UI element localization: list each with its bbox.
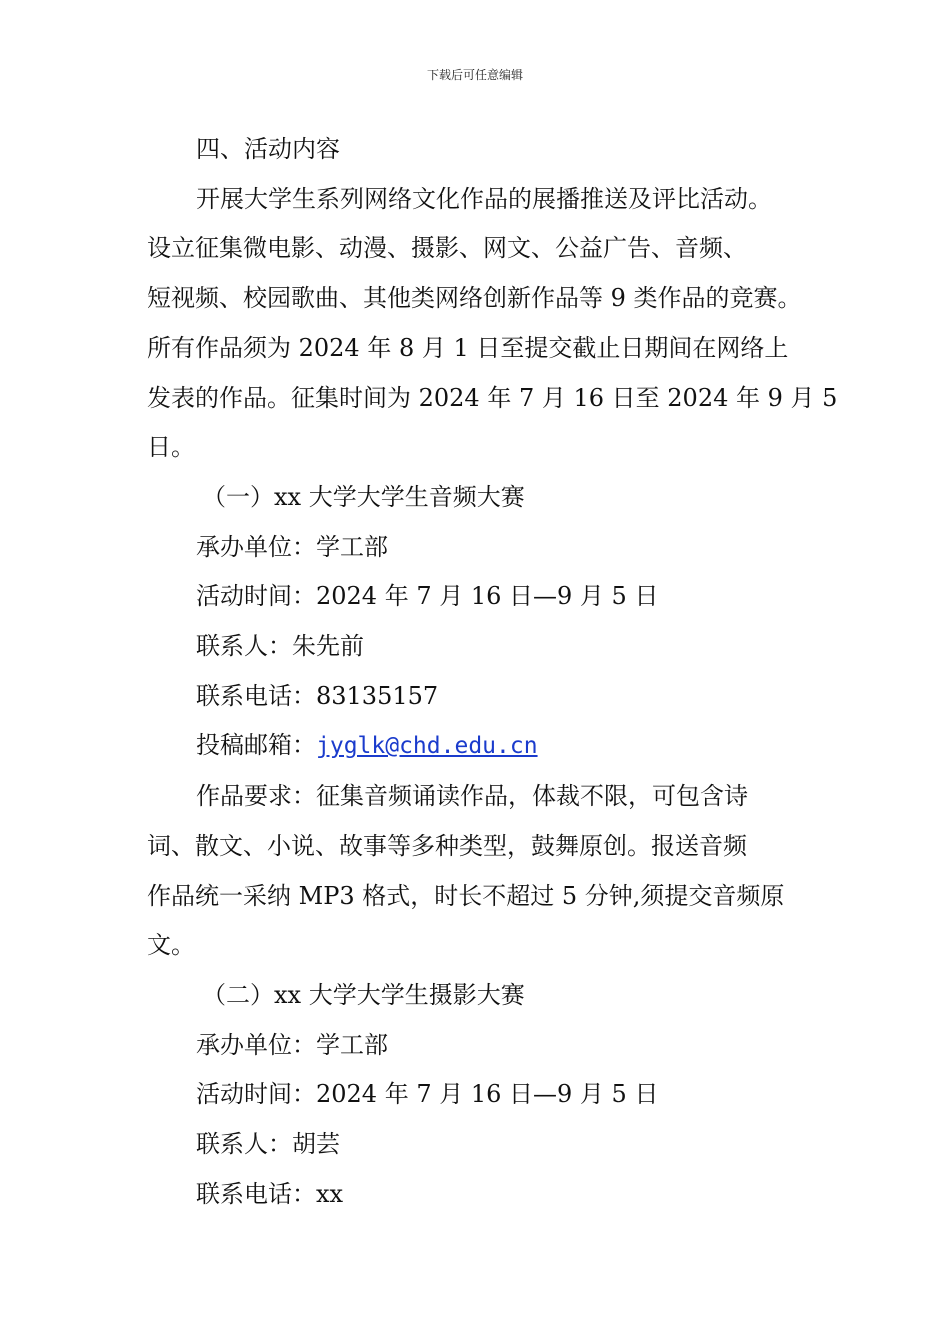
intro-line-2: 设立征集微电影、动漫、摄影、网文、公益广告、音频、 <box>147 234 747 263</box>
contest2-title: （二）xx 大学大学生摄影大赛 <box>202 980 525 1009</box>
contest1-requirement-line-4: 文。 <box>147 931 195 960</box>
contest1-contact: 联系人：朱先前 <box>196 632 364 661</box>
intro-line-1: 开展大学生系列网络文化作品的展播推送及评比活动。 <box>196 184 772 213</box>
contest1-email-link[interactable]: jyglk@chd.edu.cn <box>316 733 538 760</box>
intro-line-4: 所有作品须为 2024 年 8 月 1 日至提交截止日期间在网络上 <box>147 333 789 362</box>
intro-line-6: 日。 <box>147 433 195 462</box>
contest1-organizer: 承办单位：学工部 <box>196 532 388 561</box>
contest1-title: （一）xx 大学大学生音频大赛 <box>202 482 525 511</box>
contest2-time: 活动时间：2024 年 7 月 16 日—9 月 5 日 <box>196 1080 659 1109</box>
contest2-organizer: 承办单位：学工部 <box>196 1030 388 1059</box>
contest1-email-label: 投稿邮箱： <box>196 731 316 760</box>
contest1-time: 活动时间：2024 年 7 月 16 日—9 月 5 日 <box>196 582 659 611</box>
contest1-phone: 联系电话：83135157 <box>196 681 439 710</box>
contest1-requirement-line-2: 词、散文、小说、故事等多种类型，鼓舞原创。报送音频 <box>147 831 747 860</box>
contest1-email-row <box>147 721 812 772</box>
contest2-contact: 联系人：胡芸 <box>196 1130 340 1159</box>
section-heading: 四、活动内容 <box>196 135 340 163</box>
intro-line-3: 短视频、校园歌曲、其他类网络创新作品等 9 类作品的竞赛。 <box>147 284 802 313</box>
page-header-note: 下载后可任意编辑 <box>426 68 523 82</box>
document-body <box>147 125 838 1219</box>
intro-line-5: 发表的作品。征集时间为 2024 年 7 月 16 日至 2024 年 9 月 5 <box>147 383 838 412</box>
contest1-requirement-line-3: 作品统一采纳 MP3 格式，时长不超过 5 分钟,须提交音频原 <box>147 881 785 910</box>
contest1-requirement-line-1: 作品要求：征集音频诵读作品，体裁不限，可包含诗 <box>196 782 748 811</box>
contest2-phone: 联系电话：xx <box>196 1179 344 1208</box>
